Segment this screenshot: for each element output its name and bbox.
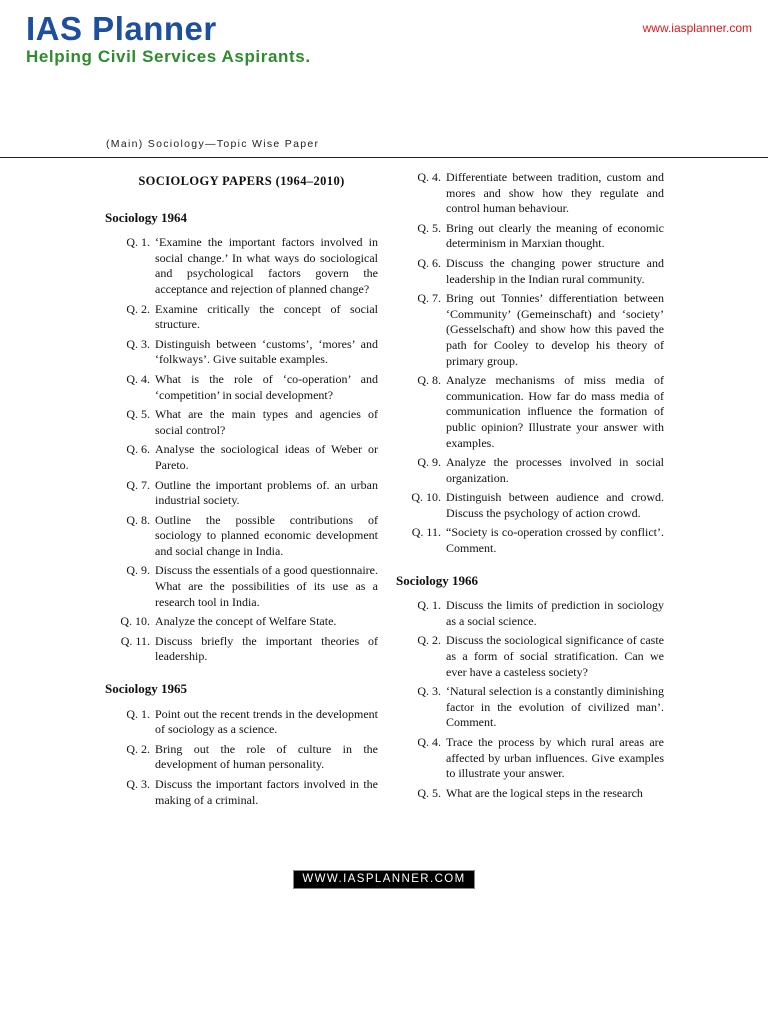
- question-text: Bring out Tonnies’ differentiation between ‘Community’ (Gemeinschaft) and ‘society’ (Gesselschaft) and show how this paved the path for Cooley to develop his theory of primary group.: [446, 291, 664, 368]
- question-item: [396, 373, 664, 451]
- question-number: Q. 1.: [417, 598, 441, 613]
- question-item: [105, 407, 378, 438]
- question-text: Differentiate between tradition, custom and mores and show how they regulate and control human behaviour.: [446, 170, 664, 216]
- question-text: What is the role of ‘co-operation’ and ‘competition’ in social development?: [155, 371, 378, 402]
- question-number: Q. 8.: [417, 373, 441, 388]
- question-item: [105, 634, 378, 665]
- question-item: [105, 707, 378, 738]
- question-item: [105, 614, 378, 630]
- question-number: Q. 1.: [126, 706, 150, 721]
- question-number: Q. 6.: [417, 255, 441, 270]
- section-heading: Sociology 1965: [105, 681, 187, 697]
- question-item: [105, 302, 378, 333]
- question-text: Distinguish between audience and crowd. Discuss the psychology of action crowd.: [446, 490, 664, 520]
- question-item: [396, 291, 664, 369]
- question-text: Analyze the concept of Welfare State.: [155, 614, 337, 629]
- question-text: Analyze the processes involved in social organization.: [446, 455, 664, 485]
- question-text: Discuss the important factors involved in the making of a criminal.: [155, 777, 378, 807]
- question-number: Q. 5.: [417, 785, 441, 800]
- question-text: Point out the recent trends in the development of sociology as a science.: [155, 706, 378, 737]
- brand-title: IAS Planner: [26, 10, 217, 47]
- question-number: Q. 2.: [417, 633, 441, 648]
- question-item: [105, 235, 378, 297]
- question-number: Q. 3.: [417, 684, 441, 699]
- question-text: Bring out the role of culture in the development of human personality.: [155, 741, 378, 772]
- question-number: Q. 7.: [417, 291, 441, 306]
- question-number: Q. 2.: [126, 741, 150, 756]
- section-heading: Sociology 1964: [105, 209, 187, 225]
- page-title: SOCIOLOGY PAPERS (1964–2010): [138, 174, 345, 188]
- question-item: [396, 525, 664, 556]
- question-number: Q. 7.: [126, 477, 150, 492]
- question-text: Distinguish between ‘customs’, ‘mores’ and ‘folkways’. Give suitable examples.: [155, 336, 378, 367]
- question-number: Q. 10.: [411, 490, 441, 505]
- question-number: Q. 9.: [417, 455, 441, 470]
- question-text: Analyse the sociological ideas of Weber or Pareto.: [155, 442, 378, 472]
- question-item: [105, 372, 378, 403]
- question-number: Q. 3.: [126, 336, 150, 351]
- question-text: ‘Natural selection is a constantly diminishing factor in the evolution of civilized man’. Comment.: [446, 684, 664, 730]
- question-item: [105, 563, 378, 610]
- question-number: Q. 8.: [126, 512, 150, 527]
- left-column: [105, 170, 378, 812]
- question-number: Q. 4.: [417, 735, 441, 749]
- question-item: [105, 513, 378, 560]
- question-number: Q. 10.: [120, 614, 150, 629]
- question-text: Discuss the changing power structure and leadership in the Indian rural community.: [446, 255, 664, 286]
- question-number: Q. 4.: [417, 170, 441, 184]
- question-text: Analyze mechanisms of miss media of communication. How far do mass media of communication influence the formation of public opinion? Illustrate your answer with examples.: [446, 373, 664, 450]
- question-number: Q. 5.: [417, 220, 441, 235]
- question-item: [396, 455, 664, 486]
- question-item: [105, 777, 378, 808]
- question-number: Q. 11.: [120, 633, 150, 648]
- question-number: Q. 9.: [126, 563, 150, 578]
- section-heading: Sociology 1966: [396, 572, 478, 588]
- question-item: [396, 735, 664, 782]
- question-number: Q. 1.: [126, 235, 150, 250]
- question-number: Q. 6.: [126, 442, 150, 457]
- question-item: [396, 786, 664, 802]
- question-text: Bring out clearly the meaning of economic determinism in Marxian thought.: [446, 220, 664, 251]
- question-text: Outline the possible contributions of sociology to planned economic development and social change in India.: [155, 512, 378, 558]
- question-item: [105, 478, 378, 509]
- brand-tagline: Helping Civil Services Aspirants.: [26, 47, 311, 66]
- question-item: [396, 490, 664, 521]
- question-item: [396, 633, 664, 680]
- header-divider: [0, 157, 768, 158]
- question-text: Examine critically the concept of social structure.: [155, 301, 378, 332]
- question-number: Q. 4.: [126, 371, 150, 386]
- question-item: [105, 442, 378, 473]
- question-number: Q. 5.: [126, 407, 150, 422]
- question-text: Discuss the sociological significance of caste as a form of social stratification. Can we ever have a casteless society?: [446, 633, 664, 679]
- question-number: Q. 3.: [126, 777, 150, 791]
- question-item: [396, 256, 664, 287]
- question-item: [396, 221, 664, 252]
- question-text: Discuss the essentials of a good questionnaire. What are the possibilities of its use as a research tool in India.: [155, 563, 378, 609]
- site-url-link[interactable]: www.iasplanner.com: [642, 21, 752, 35]
- question-item: [105, 337, 378, 368]
- question-item: [105, 742, 378, 773]
- question-item: [396, 684, 664, 731]
- question-item: [396, 170, 664, 217]
- question-text: Outline the important problems of. an urban industrial society.: [155, 477, 378, 508]
- question-text: What are the main types and agencies of social control?: [155, 407, 378, 437]
- question-text: What are the logical steps in the research: [446, 785, 643, 800]
- footer-website-link[interactable]: WWW.IASPLANNER.COM: [293, 870, 475, 889]
- brand-logo: [26, 12, 311, 67]
- question-text: ‘Examine the important factors involved in social change.’ In what ways do sociological and psychological factors govern the acceptance and rejection of planned change?: [155, 235, 378, 296]
- question-text: “Society is co-operation crossed by conflict’. Comment.: [446, 525, 664, 556]
- question-text: Trace the process by which rural areas are affected by urban influences. Give examples to illustrate your answer.: [446, 735, 664, 781]
- question-item: [396, 598, 664, 629]
- right-column: [396, 170, 664, 805]
- running-head: (Main) Sociology—Topic Wise Paper: [106, 138, 320, 150]
- question-text: Discuss the limits of prediction in sociology as a social science.: [446, 598, 664, 628]
- question-text: Discuss briefly the important theories of leadership.: [155, 633, 378, 664]
- question-number: Q. 11.: [411, 525, 441, 540]
- question-number: Q. 2.: [126, 301, 150, 316]
